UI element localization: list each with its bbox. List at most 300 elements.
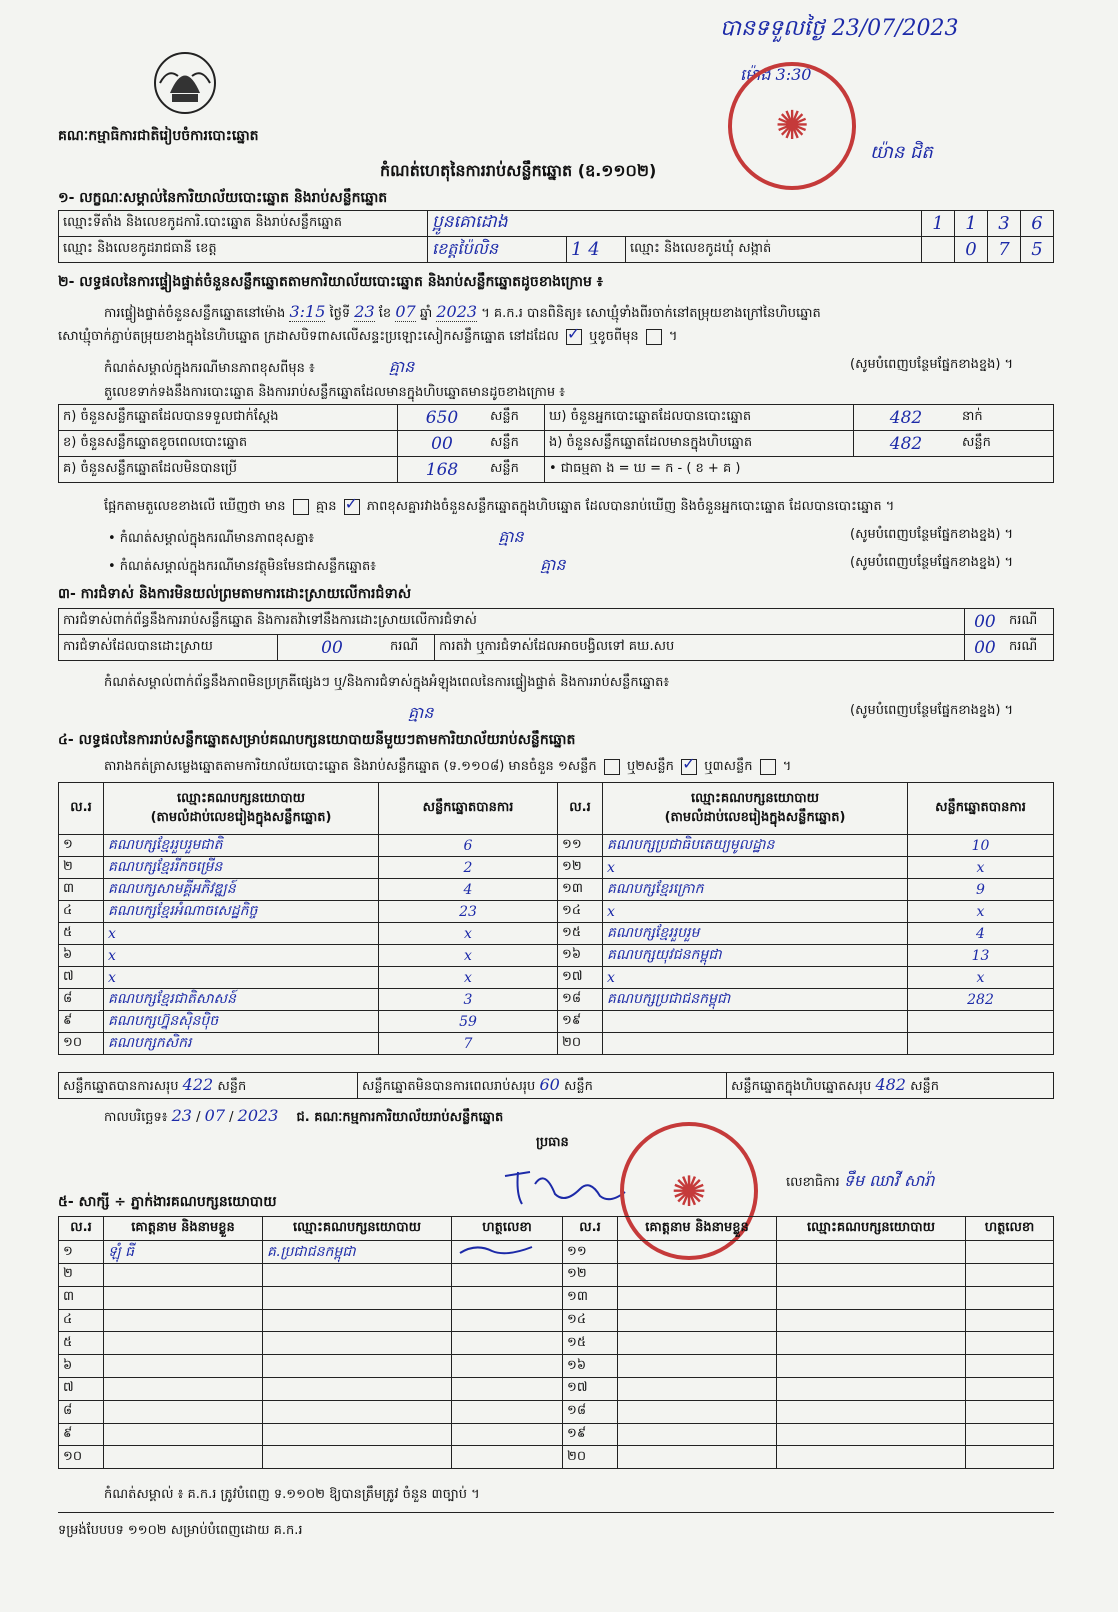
section4-title: ៤- លទ្ធផលនៃការរាប់សន្លឹកឆ្នោតសម្រាប់គណបក្សនយោបាយនីមួយៗតាមការិយាល័យរាប់សន្លឹកឆ្នោត (58, 732, 576, 748)
commune-label: ឈ្មោះ និងលេខកូដឃុំ សង្កាត់ (626, 237, 922, 263)
figure-a-label: ក) ចំនួនសន្លឹកឆ្នោតដែលបានទទួលជាក់ស្តែង (59, 405, 398, 431)
secretary-line (786, 1170, 934, 1194)
section3-title: ៣- ការជំទាស់ និងការមិនយល់ព្រមតាមការដោះស្រាយលើការជំទាស់ (58, 586, 412, 602)
appeal-count: 00 (964, 635, 1005, 661)
location-value: ប្អូនគោដោង (428, 211, 922, 237)
witness-col-sign-right: ហត្ថលេខា (966, 1217, 1054, 1241)
witness-signature (966, 1241, 1054, 1264)
result-party: គណបក្សយុវជនកម្ពុជា (603, 945, 908, 967)
tally-sheet-intro: តារាងកត់ត្រាសម្លេងឆ្នោតតាមការិយាល័យបោះឆ្នោត និងរាប់សន្លឹកឆ្នោត (ទ.១១០៨) មានចំនួន ១សន្លឹក (104, 759, 597, 774)
commune-code-2: 7 (988, 237, 1021, 263)
resolved-unit: ករណី (386, 635, 435, 661)
result-party: គណបក្សខ្មែររួបរួមជាតិ (104, 835, 379, 857)
secretary-label: លេខាធិការ (786, 1175, 840, 1190)
col-party-left-title: ឈ្មោះគណបក្សនយោបាយ (177, 790, 305, 806)
witness-party (777, 1241, 966, 1264)
figure-d-value: 482 (854, 405, 959, 431)
witness-row (59, 1264, 1054, 1287)
result-party: គណបក្សសាមគ្គីអភិវឌ្ឍន៍ (104, 879, 379, 901)
col-votes-left: សន្លឹកឆ្នោតបានការ (379, 783, 558, 835)
result-no: ១២ (558, 857, 603, 879)
witness-party (777, 1355, 966, 1378)
results-table (58, 782, 1054, 1055)
note3-hint: (សូមបំពេញបន្ថែមផ្នែកខាងខ្នង) ។ (850, 555, 1014, 570)
figure-b-unit: សន្លឹក (486, 431, 545, 457)
witness-row (59, 1423, 1054, 1446)
results-row (59, 967, 1054, 989)
result-votes (908, 1033, 1054, 1055)
verification-line2: សោឃ្មុំចាក់ភ្ជាប់តម្រុយខាងក្នុងនៃហិបឆ្នោត ក្រដាសបិទពាសលើសន្ទះប្រឡោះសៀកសន្លឹកឆ្នោត នៅដដែល ✓ ឬខូចពីមុន ។ (58, 323, 678, 344)
result-party: x (104, 923, 379, 945)
note2-value: គ្មាន (498, 527, 524, 546)
witness-no: ១៩ (563, 1423, 618, 1446)
col-party-right-sub: (តាមលំដាប់លេខរៀងក្នុងសន្លឹកឆ្នោត) (664, 809, 846, 825)
objections-table (58, 608, 1054, 661)
checkmark-icon: ✓ (566, 323, 581, 343)
witness-party (263, 1264, 452, 1287)
witness-col-name-left: គោត្តនាម និងនាមខ្លួន (104, 1217, 263, 1241)
results-row (59, 1011, 1054, 1033)
witness-signature (452, 1377, 563, 1400)
tally-sheet-line: តារាងកត់ត្រាសម្លេងឆ្នោតតាមការិយាល័យបោះឆ្នោត និងរាប់សន្លឹកឆ្នោត (ទ.១១០៨) មានចំនួន ១សន្លឹក ឬ២សន្លឹក ✓ ឬ៣សន្លឹក ។ (104, 753, 792, 774)
objection-label: ការជំទាស់ពាក់ព័ន្ធនឹងការរាប់សន្លឹកឆ្នោត និងការតវ៉ាទៅនឹងការដោះស្រាយលើការជំទាស់ (59, 609, 965, 635)
objection-count: 00 (964, 609, 1005, 635)
witness-party (777, 1446, 966, 1469)
witness-no: ១៤ (563, 1309, 618, 1332)
result-votes (908, 1011, 1054, 1033)
witness-signature (452, 1446, 563, 1469)
verify-month-label: ខែ (378, 306, 392, 321)
chair-signature (500, 1164, 630, 1217)
result-party: x (104, 945, 379, 967)
difference-no-checkbox[interactable] (344, 493, 360, 515)
checkmark-icon: ✓ (682, 753, 696, 773)
results-row (59, 835, 1054, 857)
witness-col-name-right: គោត្តនាម និងនាមខ្លួន (618, 1217, 777, 1241)
result-no: ៧ (59, 967, 104, 989)
difference-yes-label: ផ្អែកតាមតួលេខខាងលើ ឃើញថា មាន (104, 499, 286, 514)
province-code-2: 4 (588, 239, 600, 260)
result-no: ១១ (558, 835, 603, 857)
witness-signature (966, 1286, 1054, 1309)
commune-code-3: 5 (1021, 237, 1054, 263)
witness-row (59, 1355, 1054, 1378)
col-votes-right: សន្លឹកឆ្នោតបានការ (908, 783, 1054, 835)
total-box-value: 482 (875, 1074, 906, 1094)
witness-party (777, 1264, 966, 1287)
note1-label: កំណត់សម្គាល់ក្នុងករណីមានភាពខុសពីមុន ៖ (104, 361, 315, 376)
col-party-right (603, 783, 908, 835)
witness-no: ៨ (59, 1400, 104, 1423)
witness-name (618, 1446, 777, 1469)
total-invalid-label: សន្លឹកឆ្នោតមិនបានការពេលរាប់សរុប (362, 1078, 536, 1094)
form-note: កំណត់សម្គាល់ ៖ គ.ក.រ ត្រូវបំពេញ ទ.១១០២ ឱ្យបានត្រឹមត្រូវ ចំនួន ៣ច្បាប់ ។ (104, 1487, 480, 1502)
total-invalid-value: 60 (539, 1074, 560, 1094)
result-votes: x (908, 901, 1054, 923)
witness-row (59, 1241, 1054, 1264)
result-party: គណបក្សហ្វ៊ុនស៊ិនប៉ិច (104, 1011, 379, 1033)
result-no: ៨ (59, 989, 104, 1011)
result-no: ៦ (59, 945, 104, 967)
figure-a-value: 650 (398, 405, 487, 431)
result-no: ២ (59, 857, 104, 879)
three-sheets-label: ឬ៣សន្លឹក (704, 759, 753, 774)
location-code-1: 1 (922, 211, 955, 237)
seal-broken-checkbox[interactable] (646, 329, 662, 345)
verify-year: 2023 (436, 302, 478, 321)
date-day: 23 (171, 1106, 192, 1125)
total-box-cell (727, 1073, 1054, 1099)
result-no: ៣ (59, 879, 104, 901)
results-row (59, 989, 1054, 1011)
witness-signature (966, 1377, 1054, 1400)
figure-d-unit: នាក់ (958, 405, 1053, 431)
total-valid-value: 422 (182, 1074, 214, 1094)
witness-name (104, 1264, 263, 1287)
witness-signature (966, 1355, 1054, 1378)
note3-label: • កំណត់សម្គាល់ក្នុងករណីមានវត្ថុមិនមែនជាសន្លឹកឆ្នោត៖ (108, 559, 376, 574)
date-line: កាលបរិច្ឆេទ៖ 23 / 07 / 2023 ជ. គណៈកម្មការការិយាល័យរាប់សន្លឹកឆ្នោត (104, 1106, 504, 1125)
witness-signature (966, 1264, 1054, 1287)
figure-e-unit: សន្លឹក (958, 431, 1053, 457)
result-party: x (104, 967, 379, 989)
witness-col-no-left: ល.រ (59, 1217, 104, 1241)
province-code-1: 1 (571, 239, 583, 260)
figure-e-label: ង) ចំនួនសន្លឹកឆ្នោតដែលមានក្នុងហិបឆ្នោត (545, 431, 854, 457)
verify-day: 23 (354, 302, 375, 321)
difference-no-label: គ្មាន (315, 499, 337, 514)
witness-row (59, 1286, 1054, 1309)
province-label: ឈ្មោះ និងលេខកូដរាជធានី ខេត្ត (59, 237, 428, 263)
witness-no: ១៥ (563, 1332, 618, 1355)
witness-signature (452, 1423, 563, 1446)
result-votes: 23 (379, 901, 558, 923)
note3-line (108, 554, 1054, 578)
results-row (59, 1033, 1054, 1055)
total-valid-cell (59, 1073, 358, 1099)
witness-no: ២ (59, 1264, 104, 1287)
result-no: ១៩ (558, 1011, 603, 1033)
witness-no: ២០ (563, 1446, 618, 1469)
figure-b-label: ខ) ចំនួនសន្លឹកឆ្នោតខូចពេលបោះឆ្នោត (59, 431, 398, 457)
total-invalid-cell (358, 1073, 727, 1099)
total-valid-unit: សន្លឹក (217, 1078, 247, 1094)
note1-line (104, 356, 1054, 380)
witness-col-sign-left: ហត្ថលេខា (452, 1217, 563, 1241)
witness-name (618, 1332, 777, 1355)
witness-no: ៥ (59, 1332, 104, 1355)
witness-party (263, 1423, 452, 1446)
witness-party (263, 1332, 452, 1355)
one-sheet-checkbox[interactable] (604, 759, 620, 775)
stamp-emblem-icon: ✺ (671, 1166, 707, 1216)
secretary-value: ទឹម ឈាវី សារ៉ា (843, 1171, 935, 1190)
verify-month: 07 (395, 302, 416, 321)
result-votes: x (379, 923, 558, 945)
stamp-emblem-icon: ✺ (775, 103, 809, 149)
result-no: ១៣ (558, 879, 603, 901)
result-party: គណបក្សប្រជាជនកម្ពុជា (603, 989, 908, 1011)
note3-value: គ្មាន (540, 555, 566, 574)
appeal-unit: ករណី (1005, 635, 1054, 661)
witness-no: ១១ (563, 1241, 618, 1264)
witness-party: គ.ប្រជាជនកម្ពុជា (263, 1241, 452, 1264)
witness-col-no-right: ល.រ (563, 1217, 618, 1241)
result-votes: 282 (908, 989, 1054, 1011)
three-sheets-checkbox[interactable] (760, 759, 776, 775)
irregularity-note-value: គ្មាន (408, 703, 434, 722)
result-votes: x (379, 967, 558, 989)
total-box-label: សន្លឹកឆ្នោតក្នុងហិបឆ្នោតសរុប (731, 1078, 872, 1094)
witness-no: ១២ (563, 1264, 618, 1287)
result-no: ១៤ (558, 901, 603, 923)
result-no: ២០ (558, 1033, 603, 1055)
result-party: គណបក្សខ្មែររីកចម្រើន (104, 857, 379, 879)
result-votes: 3 (379, 989, 558, 1011)
form-title: កំណត់ហេតុនៃការរាប់សន្លឹកឆ្នោត (ឧ.១១០២) (380, 161, 657, 180)
witness-no: ១៦ (563, 1355, 618, 1378)
col-no-right: ល.រ (558, 783, 603, 835)
result-votes: 4 (379, 879, 558, 901)
witness-name (618, 1400, 777, 1423)
result-no: ១ (59, 835, 104, 857)
results-row (59, 945, 1054, 967)
witness-name (104, 1286, 263, 1309)
witness-no: ១ (59, 1241, 104, 1264)
result-votes: 2 (379, 857, 558, 879)
result-no: ១៦ (558, 945, 603, 967)
witness-signature (966, 1423, 1054, 1446)
seal-status-text: សោឃ្មុំចាក់ភ្ជាប់តម្រុយខាងក្នុងនៃហិបឆ្នោត ក្រដាសបិទពាសលើសន្ទះប្រឡោះសៀកសន្លឹកឆ្នោត នៅដដែល (58, 329, 559, 344)
col-party-left-sub: (តាមលំដាប់លេខរៀងក្នុងសន្លឹកឆ្នោត) (150, 809, 332, 825)
irregularity-note-hint: (សូមបំពេញបន្ថែមផ្នែកខាងខ្នង) ។ (850, 703, 1014, 718)
note1-hint: (សូមបំពេញបន្ថែមផ្នែកខាងខ្នង) ។ (850, 357, 1014, 372)
section2-title: ២- លទ្ធផលនៃការផ្ទៀងផ្ទាត់ចំនួនសន្លឹកឆ្នោតតាមការិយាល័យបោះឆ្នោត និងរាប់សន្លឹកឆ្នោតដូចខាងក្រោម ៖ (58, 274, 603, 290)
seal-intact-checkbox[interactable] (566, 323, 582, 345)
result-votes: 7 (379, 1033, 558, 1055)
footer-divider (58, 1512, 1054, 1513)
witness-row (59, 1309, 1054, 1332)
witness-signature (452, 1286, 563, 1309)
location-code-3: 3 (988, 211, 1021, 237)
verify-day-label: ថ្ងៃទី (329, 306, 351, 321)
result-party: គណបក្សខ្មែររួបរួម (603, 923, 908, 945)
witness-name (104, 1309, 263, 1332)
location-code-2: 1 (955, 211, 988, 237)
total-invalid-unit: សន្លឹក (563, 1078, 593, 1094)
figure-c-unit: សន្លឹក (486, 457, 545, 483)
witness-name (618, 1286, 777, 1309)
result-votes: x (908, 967, 1054, 989)
result-party: គណបក្សខ្មែរអំណាចសេដ្ឋកិច្ច (104, 901, 379, 923)
witness-party (777, 1332, 966, 1355)
witness-no: ១៧ (563, 1377, 618, 1400)
figure-a-unit: សន្លឹក (486, 405, 545, 431)
witness-name (618, 1423, 777, 1446)
irregularity-note-line (58, 702, 1054, 726)
witness-party (263, 1355, 452, 1378)
checkmark-icon: ✓ (344, 493, 359, 513)
witness-row (59, 1377, 1054, 1400)
witness-signature (966, 1332, 1054, 1355)
witness-party (263, 1400, 452, 1423)
witness-row (59, 1446, 1054, 1469)
figures-table (58, 404, 1054, 483)
resolved-label: ការជំទាស់ដែលបានដោះស្រាយ (59, 635, 278, 661)
result-no: ៤ (59, 901, 104, 923)
results-row (59, 857, 1054, 879)
witness-party (777, 1377, 966, 1400)
result-party: x (603, 857, 908, 879)
witness-signature (966, 1309, 1054, 1332)
witness-signature (966, 1446, 1054, 1469)
figure-c-label: គ) ចំនួនសន្លឹកឆ្នោតដែលមិនបានប្រើ (59, 457, 398, 483)
witness-name (618, 1377, 777, 1400)
result-party: គណបក្សខ្មែរក្រោក (603, 879, 908, 901)
witness-party (263, 1446, 452, 1469)
note2-hint: (សូមបំពេញបន្ថែមផ្នែកខាងខ្នង) ។ (850, 527, 1014, 542)
result-no: ១០ (59, 1033, 104, 1055)
witness-signature (452, 1400, 563, 1423)
location-code-4: 6 (1021, 211, 1054, 237)
date-label: កាលបរិច្ឆេទ៖ (104, 1110, 168, 1125)
figure-e-value: 482 (854, 431, 959, 457)
form-footer: ទម្រង់បែបបទ ១១០២ សម្រាប់បំពេញដោយ គ.ក.រ (58, 1523, 303, 1538)
witness-no: ១០ (59, 1446, 104, 1469)
witness-party (777, 1423, 966, 1446)
figure-d-label: ឃ) ចំនួនអ្នកបោះឆ្នោតដែលបានបោះឆ្នោត (545, 405, 854, 431)
result-votes: 4 (908, 923, 1054, 945)
chair-label: ប្រធាន (536, 1135, 569, 1150)
witness-name (104, 1355, 263, 1378)
total-valid-label: សន្លឹកឆ្នោតបានការសរុប (63, 1078, 179, 1094)
witness-signature (452, 1332, 563, 1355)
result-no: ១៥ (558, 923, 603, 945)
date-year: 2023 (237, 1106, 279, 1125)
figure-b-value: 00 (398, 431, 487, 457)
result-votes: 9 (908, 879, 1054, 901)
section1-title: ១- លក្ខណៈសម្គាល់នៃការិយាល័យបោះឆ្នោត និងរាប់សន្លឹកឆ្នោត (58, 190, 388, 206)
results-row (59, 901, 1054, 923)
witness-name: ឡុំ ធី (104, 1241, 263, 1264)
province-code (567, 237, 626, 263)
witness-name (104, 1446, 263, 1469)
result-no: ១៧ (558, 967, 603, 989)
witness-signature (966, 1400, 1054, 1423)
witness-table (58, 1216, 1054, 1469)
appeal-label: ការតវ៉ា ឬការជំទាស់ដែលអាចបង្វិលទៅ គឃ.សប (435, 635, 965, 661)
col-no-left: ល.រ (59, 783, 104, 835)
note2-label: • កំណត់សម្គាល់ក្នុងករណីមានភាពខុសគ្នា៖ (108, 531, 315, 546)
witness-party (263, 1286, 452, 1309)
handwritten-time: ម៉ោង 3:30 (740, 65, 812, 84)
witness-signature (452, 1355, 563, 1378)
chair-signature-icon (500, 1164, 630, 1210)
date-month: 07 (204, 1106, 225, 1125)
result-party: x (603, 901, 908, 923)
resolved-count: 00 (278, 635, 387, 661)
verify-time: 3:15 (289, 302, 326, 321)
difference-line (104, 493, 895, 517)
result-party: គណបក្សប្រជាធិបតេយ្យមូលដ្ឋាន (603, 835, 908, 857)
witness-signature-icon (456, 1241, 536, 1259)
two-sheets-checkbox[interactable] (681, 753, 697, 775)
witness-party (263, 1309, 452, 1332)
witness-party (777, 1309, 966, 1332)
result-votes: x (379, 945, 558, 967)
witness-col-party-left: ឈ្មោះគណបក្សនយោបាយ (263, 1217, 452, 1241)
province-value: ខេត្តប៉ៃលិន (428, 237, 567, 263)
total-box-unit: សន្លឹក (910, 1078, 940, 1094)
witness-name (104, 1423, 263, 1446)
results-row (59, 923, 1054, 945)
figure-c-value: 168 (398, 457, 487, 483)
handwritten-sign: យ៉ាន ជិត (870, 142, 933, 163)
witness-name (618, 1355, 777, 1378)
result-votes: 10 (908, 835, 1054, 857)
nec-emblem-icon (150, 48, 220, 118)
col-party-right-title: ឈ្មោះគណបក្សនយោបាយ (691, 790, 819, 806)
result-no: ១៨ (558, 989, 603, 1011)
two-sheets-label: ឬ២សន្លឹក (626, 759, 674, 774)
witness-name (104, 1332, 263, 1355)
witness-row (59, 1332, 1054, 1355)
difference-text: ភាពខុសគ្នារវាងចំនួនសន្លឹកឆ្នោតក្នុងហិបឆ្នោត ដែលបានរាប់ឃើញ និងចំនួនអ្នកបោះឆ្នោត ដែលបានបោះឆ្នោត ។ (366, 499, 895, 514)
commune-code-blank (922, 237, 955, 263)
irregularity-note-label: កំណត់សម្គាល់ពាក់ព័ន្ធនឹងភាពមិនប្រក្រតីផ្សេងៗ ឬ/និងការជំទាស់ក្នុងអំឡុងពេលនៃការផ្ទៀងផ្ទាត់ និងការរាប់សន្លឹកឆ្នោត៖ (104, 675, 670, 690)
result-party: x (603, 967, 908, 989)
verify-year-label: ឆ្នាំ (419, 306, 433, 321)
witness-no: ៧ (59, 1377, 104, 1400)
witness-col-party-right: ឈ្មោះគណបក្សនយោបាយ (777, 1217, 966, 1241)
commune-code-1: 0 (955, 237, 988, 263)
nec-logo (150, 48, 220, 118)
witness-signature (452, 1309, 563, 1332)
witness-name (104, 1377, 263, 1400)
witness-name (618, 1264, 777, 1287)
section1-table (58, 210, 1054, 263)
witness-no: ១៣ (563, 1286, 618, 1309)
committee-title: ជ. គណៈកម្មការការិយាល័យរាប់សន្លឹកឆ្នោត (296, 1110, 504, 1125)
witness-signature (452, 1241, 563, 1264)
official-stamp-top (728, 62, 856, 190)
witness-party (777, 1400, 966, 1423)
result-party (603, 1033, 908, 1055)
witness-name (104, 1400, 263, 1423)
verify-text: ។ គ.ក.រ បានពិនិត្យ៖ សោឃ្មុំទាំងពីរចាក់នៅតម្រុយខាងក្រៅនៃហិបឆ្នោត (481, 306, 821, 321)
result-votes: x (908, 857, 1054, 879)
seal-broken-label: ឬខូចពីមុន (589, 329, 639, 344)
result-party: គណបក្សកសិករ (104, 1033, 379, 1055)
handwritten-received: បានទទួលថ្ងៃ 23/07/2023 (720, 16, 959, 41)
witness-party (777, 1286, 966, 1309)
result-party (603, 1011, 908, 1033)
objection-unit: ករណី (1005, 609, 1054, 635)
formula-text: • ជាធម្មតា ង = ឃ = ក - ( ខ + គ ) (545, 457, 1054, 483)
verify-time-label: ការផ្ទៀងផ្ទាត់ចំនួនសន្លឹកឆ្នោតនៅម៉ោង (104, 306, 286, 321)
witness-no: ៩ (59, 1423, 104, 1446)
witness-party (263, 1377, 452, 1400)
location-label: ឈ្មោះទីតាំង និងលេខកូដការិ.បោះឆ្នោត និងរាប់សន្លឹកឆ្នោត (59, 211, 428, 237)
result-votes: 13 (908, 945, 1054, 967)
difference-yes-checkbox[interactable] (293, 499, 309, 515)
note2-line (108, 526, 1054, 550)
witness-no: ៦ (59, 1355, 104, 1378)
witness-no: ៣ (59, 1286, 104, 1309)
witness-no: ៤ (59, 1309, 104, 1332)
result-votes: 59 (379, 1011, 558, 1033)
results-row (59, 879, 1054, 901)
